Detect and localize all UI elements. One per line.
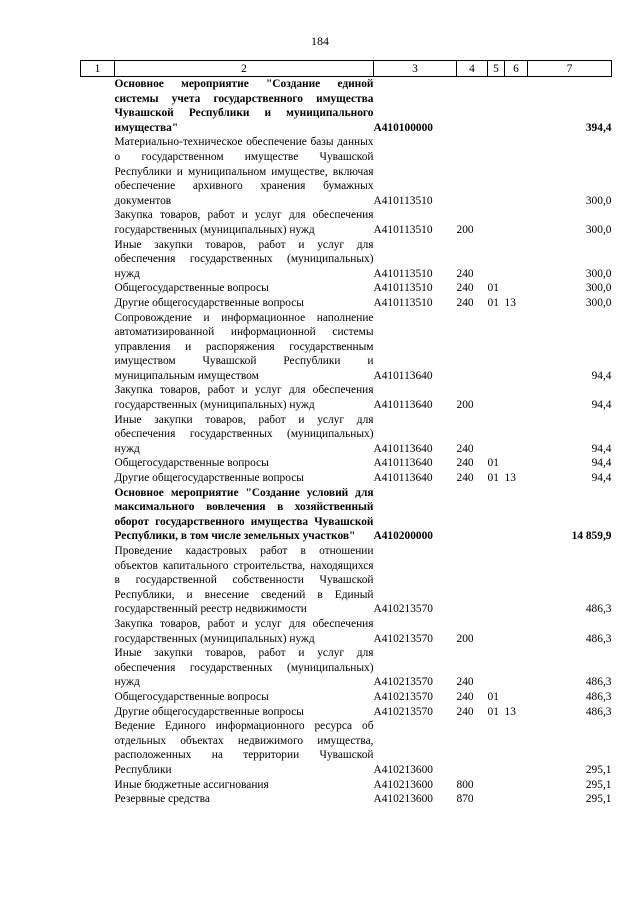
row-subsection: 13 (504, 472, 516, 485)
table-row (81, 238, 612, 282)
row-expense-type (457, 77, 488, 136)
row-code: А410213570 (373, 603, 433, 616)
row-expense-type: 200 (456, 632, 474, 645)
row-spacer (81, 311, 115, 384)
row-amount: 14 859,9 (571, 530, 612, 543)
table-row (81, 544, 612, 617)
table-row (81, 456, 612, 471)
row-name: Иные закупки товаров, работ и услуг для обеспечения государственных (муниципальных) нужд (114, 238, 374, 280)
row-amount: 486,3 (585, 690, 612, 703)
row-subsection (505, 486, 528, 544)
row-code: А410113510 (373, 267, 433, 280)
row-code: А410200000 (373, 530, 433, 543)
budget-table (80, 60, 612, 807)
row-spacer (81, 281, 115, 296)
row-spacer (81, 792, 115, 807)
table-row (81, 646, 612, 690)
table-row (81, 705, 612, 720)
row-amount: 300,0 (585, 194, 612, 207)
row-amount: 486,3 (585, 705, 612, 718)
table-row (81, 471, 612, 486)
table-row (81, 413, 612, 457)
row-subsection (505, 778, 528, 793)
row-spacer (81, 238, 115, 282)
row-expense-type: 800 (456, 778, 474, 791)
row-spacer (81, 705, 115, 720)
table-row (81, 792, 612, 807)
row-section: 01 (487, 282, 499, 295)
table-row (81, 690, 612, 705)
row-section (488, 544, 505, 617)
row-amount: 295,1 (585, 778, 612, 791)
row-amount: 486,3 (585, 603, 612, 616)
row-expense-type: 240 (456, 296, 474, 309)
row-spacer (81, 486, 115, 544)
row-section (488, 413, 505, 457)
row-spacer (81, 456, 115, 471)
row-subsection: 13 (504, 296, 516, 309)
table-row (81, 719, 612, 777)
table-row (81, 486, 612, 544)
row-name: Другие общегосударственные вопросы (114, 705, 304, 718)
table-row (81, 311, 612, 384)
row-spacer (81, 296, 115, 311)
row-section (488, 77, 505, 136)
row-section (488, 617, 505, 646)
row-subsection (505, 544, 528, 617)
row-spacer (81, 646, 115, 690)
row-name: Основное мероприятие "Создание условий для максимального вовлечения в хозяйственный оборот государственного имущества Чувашской Республики, в том числе земельных участков" (114, 486, 374, 543)
row-subsection (505, 383, 528, 412)
row-amount: 300,0 (585, 296, 612, 309)
row-code: А410213570 (373, 632, 433, 645)
row-subsection (505, 456, 528, 471)
table-row (81, 208, 612, 237)
header-col-2: 2 (115, 61, 374, 77)
row-subsection (505, 646, 528, 690)
row-name: Закупка товаров, работ и услуг для обеспечения государственных (муниципальных) нужд (114, 384, 374, 412)
row-name: Общегосударственные вопросы (114, 690, 269, 703)
row-subsection (505, 208, 528, 237)
row-section: 01 (487, 705, 499, 718)
row-section: 01 (487, 690, 499, 703)
row-code: А410213600 (373, 793, 433, 806)
row-code: А410113510 (373, 194, 433, 207)
header-col-4: 4 (457, 61, 488, 77)
row-section (488, 646, 505, 690)
row-expense-type (457, 544, 488, 617)
row-subsection (505, 690, 528, 705)
row-section (488, 778, 505, 793)
row-amount: 394,4 (585, 121, 612, 134)
row-spacer (81, 135, 115, 208)
row-name: Резервные средства (114, 793, 210, 806)
page-number: 184 (311, 34, 329, 48)
row-name: Общегосударственные вопросы (114, 282, 269, 295)
table-row (81, 778, 612, 793)
row-spacer (81, 544, 115, 617)
table-row (81, 281, 612, 296)
row-subsection (505, 238, 528, 282)
row-amount: 300,0 (585, 223, 612, 236)
row-name: Иные закупки товаров, работ и услуг для обеспечения государственных (муниципальных) нужд (114, 413, 374, 455)
table-row (81, 135, 612, 208)
row-amount: 300,0 (585, 282, 612, 295)
row-name: Основное мероприятие "Создание единой системы учета государственного имущества Чувашской Республики и муниципального имущества" (114, 78, 374, 134)
header-col-7: 7 (528, 61, 612, 77)
row-name: Сопровождение и информационное наполнение автоматизированной информационной системы управления и распоряжения государственным имуществом Чувашской Республики и муниципальным имуществом (114, 311, 374, 382)
row-expense-type: 200 (456, 223, 474, 236)
row-code: А410113510 (373, 296, 433, 309)
row-subsection (505, 281, 528, 296)
row-spacer (81, 690, 115, 705)
row-spacer (81, 471, 115, 486)
row-name: Другие общегосударственные вопросы (114, 472, 304, 485)
row-code: А410100000 (373, 121, 433, 134)
row-section (488, 135, 505, 208)
row-amount: 486,3 (585, 632, 612, 645)
row-spacer (81, 208, 115, 237)
row-amount: 486,3 (585, 676, 612, 689)
row-expense-type (457, 719, 488, 777)
row-expense-type (457, 311, 488, 384)
row-amount: 94,4 (591, 457, 612, 470)
row-name: Закупка товаров, работ и услуг для обеспечения государственных (муниципальных) нужд (114, 617, 374, 645)
row-expense-type: 240 (456, 690, 474, 703)
row-section (488, 792, 505, 807)
row-code: А410113510 (373, 223, 433, 236)
header-col-5: 5 (488, 61, 505, 77)
row-expense-type: 240 (456, 457, 474, 470)
row-spacer (81, 617, 115, 646)
row-subsection (505, 311, 528, 384)
row-section: 01 (487, 472, 499, 485)
row-spacer (81, 719, 115, 777)
row-section (488, 311, 505, 384)
row-expense-type (457, 135, 488, 208)
row-spacer (81, 383, 115, 412)
row-expense-type: 240 (456, 472, 474, 485)
row-expense-type: 240 (456, 282, 474, 295)
row-code: А410213600 (373, 778, 433, 791)
table-row (81, 617, 612, 646)
row-amount: 295,1 (585, 793, 612, 806)
row-spacer (81, 77, 115, 136)
table-header-row (81, 61, 612, 77)
row-section (488, 719, 505, 777)
row-amount: 300,0 (585, 267, 612, 280)
row-section: 01 (487, 457, 499, 470)
row-subsection (505, 135, 528, 208)
row-code: А410113640 (373, 399, 433, 412)
row-amount: 94,4 (591, 399, 612, 412)
row-code: А410113640 (373, 472, 433, 485)
row-code: А410113510 (373, 282, 433, 295)
table-row (81, 383, 612, 412)
table-row (81, 77, 612, 136)
row-subsection (505, 77, 528, 136)
row-subsection (505, 719, 528, 777)
row-name: Общегосударственные вопросы (114, 457, 269, 470)
row-section (488, 383, 505, 412)
row-section (488, 238, 505, 282)
row-amount: 94,4 (591, 442, 612, 455)
row-name: Иные закупки товаров, работ и услуг для обеспечения государственных (муниципальных) нужд (114, 647, 374, 689)
row-expense-type: 240 (456, 705, 474, 718)
row-section (488, 208, 505, 237)
row-subsection (505, 413, 528, 457)
row-code: А410213600 (373, 763, 433, 776)
row-expense-type (457, 486, 488, 544)
header-col-6: 6 (505, 61, 528, 77)
row-spacer (81, 413, 115, 457)
row-amount: 295,1 (585, 763, 612, 776)
row-amount: 94,4 (591, 472, 612, 485)
row-amount: 94,4 (591, 369, 612, 382)
row-expense-type: 200 (456, 399, 474, 412)
row-name: Ведение Единого информационного ресурса об отдельных объектах недвижимого имущества, расположенных на территории Чувашской Республики (114, 720, 374, 776)
table-row (81, 296, 612, 311)
row-spacer (81, 778, 115, 793)
row-expense-type: 240 (456, 442, 474, 455)
row-name: Материально-техническое обеспечение базы данных о государственном имуществе Чувашской Республики и муниципальном имуществе, включая обеспечение архивного хранения бумажных документов (114, 136, 374, 207)
row-section: 01 (487, 296, 499, 309)
row-code: А410113640 (373, 457, 433, 470)
row-subsection (505, 617, 528, 646)
row-expense-type: 240 (456, 676, 474, 689)
row-name: Иные бюджетные ассигнования (114, 778, 269, 791)
row-name: Закупка товаров, работ и услуг для обеспечения государственных (муниципальных) нужд (114, 209, 374, 236)
row-name: Проведение кадастровых работ в отношении объектов капитального строительства, находящихся в государственной собственности Чувашской Республики, и внесение сведений в Единый государственный реестр недвижимости (114, 545, 374, 616)
row-expense-type: 240 (456, 267, 474, 280)
row-section (488, 486, 505, 544)
row-subsection: 13 (504, 705, 516, 718)
row-code: А410213570 (373, 676, 433, 689)
header-col-1: 1 (81, 61, 115, 77)
row-code: А410113640 (373, 369, 433, 382)
row-subsection (505, 792, 528, 807)
row-code: А410213570 (373, 705, 433, 718)
row-code: А410213570 (373, 690, 433, 703)
row-code: А410113640 (373, 442, 433, 455)
row-expense-type: 870 (456, 793, 474, 806)
header-col-3: 3 (374, 61, 457, 77)
row-name: Другие общегосударственные вопросы (114, 296, 304, 309)
